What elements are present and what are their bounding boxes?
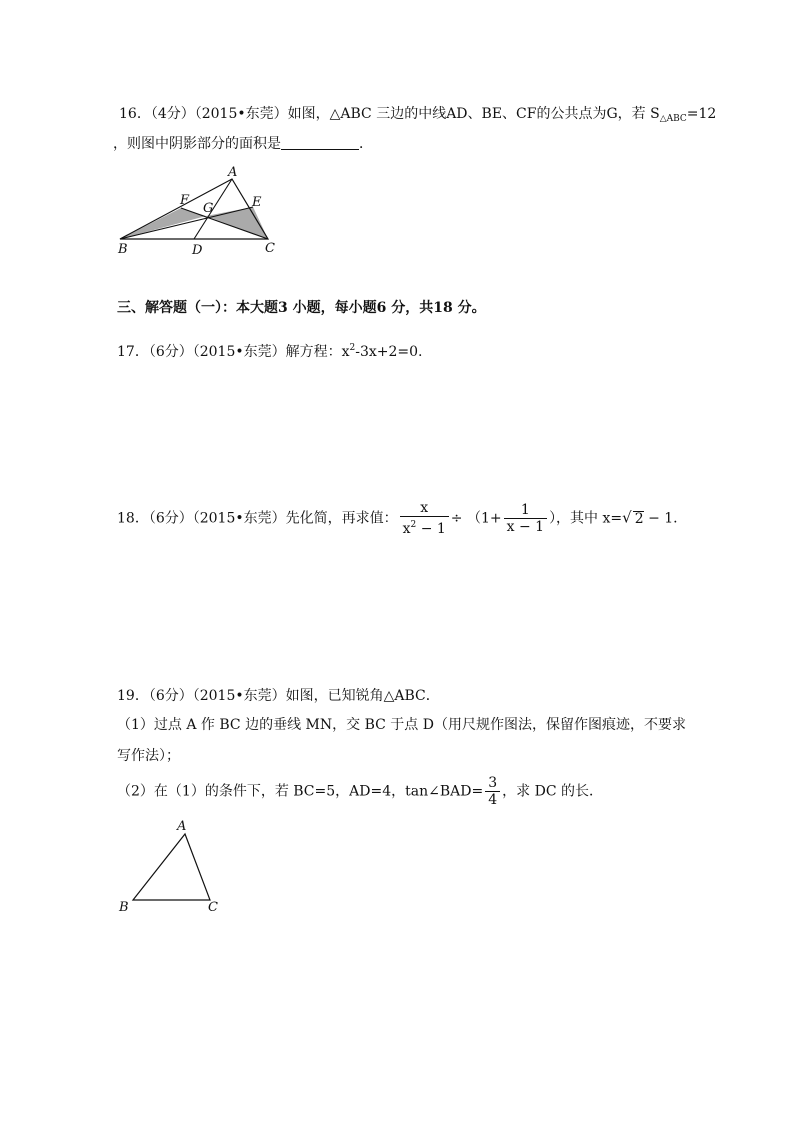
q18-frac1-numerator: x (420, 500, 429, 516)
q18-frac2-numerator: 1 (520, 502, 530, 518)
q19-label-a: A (177, 819, 187, 834)
q16-prefix: 16．（4分）（2015•东莞）如图， (119, 106, 330, 122)
section-heading: 三、解答题（一）：本大题3 小题，每小题6 分，共18 分。 (117, 300, 486, 316)
triangle-abc-acute (133, 834, 210, 900)
q19-part1-line2: 写作法）； (117, 748, 180, 764)
label-g: G (203, 201, 214, 216)
q16-line2-end: ． (359, 136, 373, 152)
q16-line2 (113, 134, 373, 154)
q19-frac-numerator: 3 (488, 775, 498, 791)
q19-fraction (485, 775, 500, 808)
q18-prefix: 18．（6分）（2015•东莞）先化简，再求值： (117, 510, 398, 527)
q19-line1: 19．（6分）（2015•东莞）如图，已知锐角△ABC． (117, 688, 440, 704)
q18-sqrt-value: 2 (634, 510, 644, 527)
label-b: B (118, 242, 128, 257)
q18-frac2-denominator: x − 1 (504, 518, 547, 535)
q17-prefix: 17．（6分）（2015•东莞）解方程：x (117, 344, 350, 360)
q19-part2-suffix: ，求 DC 的长． (502, 783, 603, 800)
q16-tail: =12 (686, 106, 717, 122)
q18-frac1-den-exp: 2 (410, 520, 417, 530)
label-e: E (252, 195, 262, 210)
q16-line1 (119, 104, 716, 129)
q16-subscript: △ABC (659, 114, 687, 124)
q17-exponent: 2 (349, 343, 356, 353)
label-d: D (192, 243, 203, 258)
sqrt-sign: √ (622, 508, 632, 527)
q19-part1-line1: （1）过点 A 作 BC 边的垂线 MN，交 BC 于点 D（用尺规作图法，保留作图痕迹，不要求 (117, 717, 686, 733)
q19-label-c: C (208, 900, 218, 915)
q18-fraction-2 (504, 502, 547, 535)
q19-part2 (117, 775, 603, 808)
q18-divide: ÷ （1+ (450, 510, 502, 527)
q18-frac1-denominator (400, 516, 449, 537)
label-f: F (180, 193, 190, 208)
label-a: A (228, 165, 238, 180)
q19-part2-prefix: （2）在（1）的条件下，若 BC=5，AD=4，tan∠BAD= (117, 783, 484, 800)
q18-frac1-den-var: x (402, 521, 411, 537)
q19-figure (110, 815, 230, 915)
q17-tail: -3x+2=0. (355, 344, 423, 360)
q18-close: ），其中 x= (549, 510, 623, 527)
q16-triangle: △ABC (329, 106, 372, 122)
label-c: C (265, 241, 275, 256)
q18-line (117, 500, 678, 537)
q19-frac-denominator: 4 (485, 791, 500, 808)
q17-line (117, 338, 423, 362)
q19-label-b: B (119, 900, 129, 915)
q16-middle: 三边的中线AD、BE、CF的公共点为G，若 S (371, 106, 660, 122)
q18-fraction-1 (400, 500, 449, 537)
answer-blank (281, 135, 359, 150)
q18-frac1-den-rest: − 1 (416, 521, 446, 537)
q16-line2-text: ，则图中阴影部分的面积是 (113, 136, 281, 152)
q16-figure (110, 160, 300, 260)
q18-tail: − 1. (643, 510, 678, 527)
